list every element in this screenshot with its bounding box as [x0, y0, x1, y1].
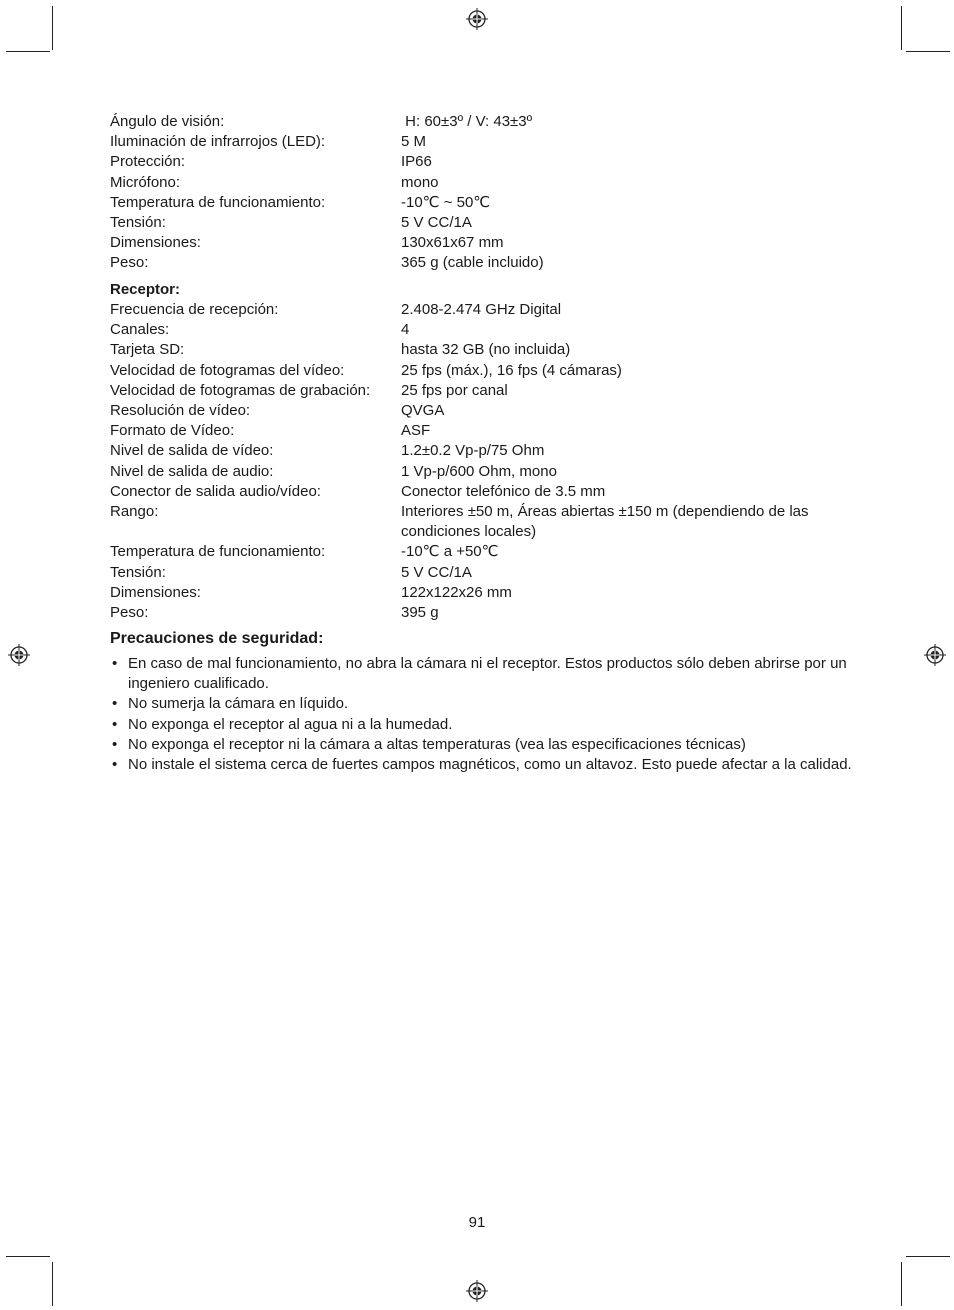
spec-value: 395 g: [401, 604, 439, 622]
safety-list: [110, 654, 860, 775]
registration-mark-icon: [924, 644, 946, 666]
spec-value: Interiores ±50 m, Áreas abiertas ±150 m (dependiendo de las condiciones locales): [401, 503, 809, 541]
spec-label: Tensión:: [110, 214, 166, 232]
list-item-text: En caso de mal funcionamiento, no abra la cámara ni el receptor. Estos productos sólo deben abrirse por un ingeniero cualificado.: [128, 655, 847, 693]
spec-row: [110, 173, 860, 193]
bullet-icon: •: [112, 715, 118, 733]
spec-row: [110, 193, 860, 213]
spec-value: 1 Vp-p/600 Ohm, mono: [401, 462, 557, 480]
list-item-text: No sumerja la cámara en líquido.: [128, 695, 349, 713]
spec-value: IP66: [401, 153, 432, 171]
spec-row: [110, 441, 860, 461]
spec-label: Formato de Vídeo:: [110, 422, 235, 440]
spec-row: [110, 253, 860, 273]
list-item: [110, 735, 860, 755]
crop-mark: [906, 1256, 950, 1257]
bullet-icon: •: [112, 735, 118, 753]
spec-label: Conector de salida audio/vídeo:: [110, 482, 321, 500]
bullet-icon: •: [112, 695, 118, 713]
registration-mark-icon: [8, 644, 30, 666]
spec-value: 5 V CC/1A: [401, 214, 472, 232]
spec-row: [110, 563, 860, 583]
registration-mark-icon: [466, 8, 488, 30]
spec-label: Frecuencia de recepción:: [110, 301, 279, 318]
spec-label: Resolución de vídeo:: [110, 402, 251, 420]
spec-row: [110, 542, 860, 562]
spec-value: 2.408-2.474 GHz Digital: [401, 301, 562, 318]
spec-label: Peso:: [110, 604, 149, 622]
crop-mark: [901, 6, 902, 50]
spec-label: Dimensiones:: [110, 583, 201, 601]
crop-mark: [906, 51, 950, 52]
spec-row: [110, 401, 860, 421]
spec-label: Tarjeta SD:: [110, 341, 185, 359]
spec-value: 4: [401, 321, 410, 339]
registration-mark-icon: [466, 1280, 488, 1302]
bullet-icon: •: [112, 756, 118, 774]
spec-label: Canales:: [110, 321, 170, 339]
spec-value: 25 fps (máx.), 16 fps (4 cámaras): [401, 361, 622, 379]
spec-value: H: 60±3º / V: 43±3º: [401, 113, 533, 130]
receiver-heading: Receptor:: [110, 281, 181, 298]
spec-label: Temperatura de funcionamiento:: [110, 543, 326, 561]
spec-value: 5 M: [401, 133, 427, 151]
spec-row: [110, 462, 860, 482]
spec-label: Rango:: [110, 503, 159, 521]
spec-value: 25 fps por canal: [401, 381, 508, 399]
spec-row: [110, 340, 860, 360]
spec-row: [110, 603, 860, 623]
spec-label: Iluminación de infrarrojos (LED):: [110, 133, 326, 151]
crop-mark: [901, 1262, 902, 1306]
spec-row: [110, 152, 860, 172]
spec-value: -10℃ ~ 50℃: [401, 193, 491, 211]
camera-spec-table: [110, 112, 860, 274]
crop-mark: [6, 51, 50, 52]
spec-row: [110, 381, 860, 401]
spec-value: mono: [401, 173, 439, 191]
list-item: [110, 755, 860, 775]
spec-value: 1.2±0.2 Vp-p/75 Ohm: [401, 442, 545, 460]
spec-value: ASF: [401, 422, 431, 440]
list-item: [110, 715, 860, 735]
list-item-text: No exponga el receptor ni la cámara a altas temperaturas (vea las especificaciones técnicas): [128, 735, 746, 753]
list-item-text: No instale el sistema cerca de fuertes campos magnéticos, como un altavoz. Esto puede afectar a la calidad.: [128, 756, 852, 774]
spec-row: [110, 320, 860, 340]
spec-row: [110, 132, 860, 152]
spec-value: Conector telefónico de 3.5 mm: [401, 482, 606, 500]
spec-label: Nivel de salida de audio:: [110, 462, 274, 480]
spec-row: [110, 300, 860, 320]
spec-value: 365 g (cable incluido): [401, 254, 544, 272]
spec-value: -10℃ a +50℃: [401, 543, 499, 561]
spec-value: 5 V CC/1A: [401, 563, 472, 581]
spec-label: Nivel de salida de vídeo:: [110, 442, 274, 460]
spec-label: Temperatura de funcionamiento:: [110, 193, 326, 211]
crop-mark: [52, 6, 53, 50]
spec-label: Ángulo de visión:: [110, 113, 225, 130]
spec-value: QVGA: [401, 402, 445, 420]
crop-mark: [6, 1256, 50, 1257]
spec-label: Protección:: [110, 153, 186, 171]
spec-label: Tensión:: [110, 563, 166, 581]
list-item: [110, 694, 860, 714]
safety-heading: Precauciones de seguridad:: [110, 630, 324, 647]
page-number: 91: [468, 1214, 486, 1231]
spec-value: 130x61x67 mm: [401, 234, 504, 252]
spec-label: Micrófono:: [110, 173, 181, 191]
list-item: [110, 654, 860, 694]
spec-row: [110, 361, 860, 381]
spec-value: 122x122x26 mm: [401, 583, 512, 601]
spec-value: hasta 32 GB (no incluida): [401, 341, 571, 359]
bullet-icon: •: [112, 655, 118, 672]
spec-row: [110, 233, 860, 253]
spec-row: [110, 213, 860, 233]
list-item-text: No exponga el receptor al agua ni a la humedad.: [128, 715, 453, 733]
spec-row: [110, 421, 860, 441]
spec-label: Velocidad de fotogramas de grabación:: [110, 381, 371, 399]
spec-label: Peso:: [110, 254, 149, 272]
crop-mark: [52, 1262, 53, 1306]
spec-row: [110, 112, 860, 132]
spec-row: [110, 482, 860, 502]
spec-row: [110, 502, 860, 542]
receiver-spec-table: [110, 280, 860, 623]
spec-label: Velocidad de fotogramas del vídeo:: [110, 361, 345, 379]
spec-label: Dimensiones:: [110, 234, 201, 252]
spec-row: [110, 583, 860, 603]
